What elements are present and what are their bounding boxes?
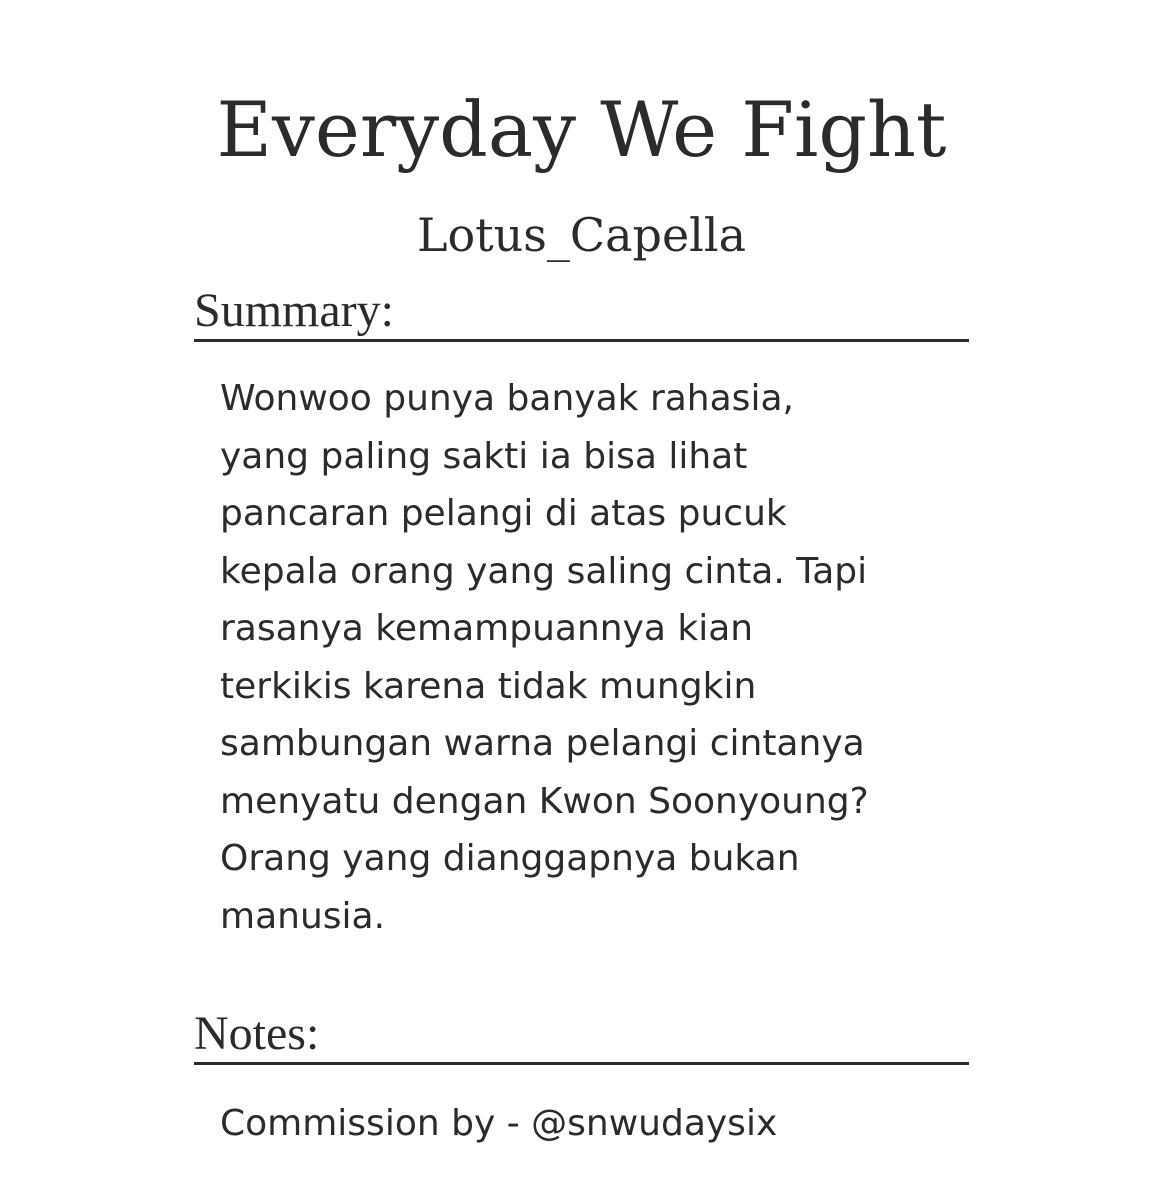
summary-heading: Summary:	[194, 283, 969, 342]
summary-line: pancaran pelangi di atas pucuk	[220, 493, 787, 534]
summary-text	[220, 370, 980, 945]
summary-line: menyatu dengan Kwon Soonyoung?	[220, 780, 869, 822]
summary-line: terkikis karena tidak mungkin	[220, 665, 757, 707]
work-title: Everyday We Fight	[216, 85, 947, 174]
summary-line: kepala orang yang saling cinta. Tapi	[220, 550, 868, 592]
summary-line: manusia.	[220, 895, 386, 937]
summary-line: Orang yang dianggapnya bukan	[220, 838, 800, 879]
summary-line: yang paling sakti ia bisa lihat	[220, 435, 748, 477]
summary-line: Wonwoo punya banyak rahasia,	[220, 378, 794, 419]
summary-line: rasanya kemampuannya kian	[220, 608, 754, 649]
summary-line: sambungan warna pelangi cintanya	[220, 723, 865, 764]
work-author[interactable]: Lotus_Capella	[416, 208, 747, 262]
notes-heading: Notes:	[194, 1006, 969, 1065]
notes-text: Commission by - @snwudaysix	[220, 1103, 778, 1144]
